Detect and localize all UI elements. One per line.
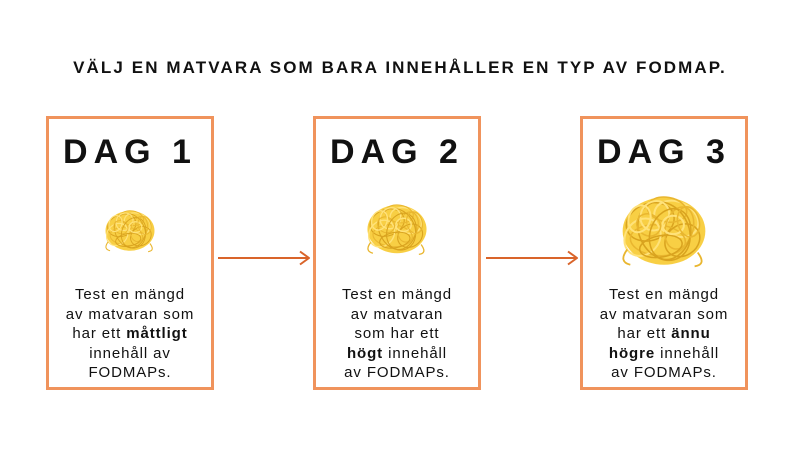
day-description xyxy=(316,285,478,383)
description-line xyxy=(583,363,745,383)
text-run: Test en mängd xyxy=(341,286,453,303)
pasta-nest-icon xyxy=(101,203,159,255)
description-line xyxy=(316,344,478,364)
text-run: innehåll av xyxy=(89,344,171,362)
description-line xyxy=(316,324,478,344)
pasta-nest-icon xyxy=(615,183,713,273)
emphasis-text: måttligt xyxy=(126,325,188,342)
text-run: som har ett xyxy=(354,325,440,342)
description-line xyxy=(583,285,745,305)
text-run: av matvaran som xyxy=(65,305,195,323)
text-run: innehåll xyxy=(383,344,448,362)
description-line xyxy=(49,344,211,364)
day-card-1 xyxy=(46,116,214,390)
emphasis-text: ännu xyxy=(671,325,711,342)
description-line xyxy=(49,305,211,325)
text-run: Test en mängd xyxy=(74,286,186,303)
text-run: av FODMAPs. xyxy=(611,364,717,381)
emphasis-text: högre xyxy=(608,344,656,362)
arrow-right-icon xyxy=(216,250,312,266)
description-line xyxy=(583,344,745,364)
day-description xyxy=(49,285,211,383)
day-title: DAG 3 xyxy=(597,133,731,171)
text-run: av matvaran xyxy=(350,305,444,323)
description-line xyxy=(49,285,211,305)
text-run: av FODMAPs. xyxy=(344,364,450,381)
description-line xyxy=(49,363,211,383)
text-run: har ett xyxy=(617,325,672,342)
description-line xyxy=(583,305,745,325)
text-run: FODMAPs. xyxy=(88,364,172,381)
text-run: Test en mängd xyxy=(608,286,720,303)
day-card-3 xyxy=(580,116,748,390)
pasta-nest-icon xyxy=(362,195,432,259)
description-line xyxy=(316,363,478,383)
text-run: av matvaran som xyxy=(599,305,729,323)
arrow-right-icon xyxy=(484,250,580,266)
description-line xyxy=(583,324,745,344)
day-title: DAG 1 xyxy=(63,133,197,171)
day-description xyxy=(583,285,745,383)
text-run: har ett xyxy=(72,325,127,342)
day-title: DAG 2 xyxy=(330,133,464,171)
description-line xyxy=(49,324,211,344)
emphasis-text: högt xyxy=(346,344,384,362)
description-line xyxy=(316,305,478,325)
day-card-2 xyxy=(313,116,481,390)
headline: VÄLJ EN MATVARA SOM BARA INNEHÅLLER EN TYP AV FODMAP. xyxy=(73,58,727,77)
description-line xyxy=(316,285,478,305)
text-run: innehåll xyxy=(655,344,720,362)
